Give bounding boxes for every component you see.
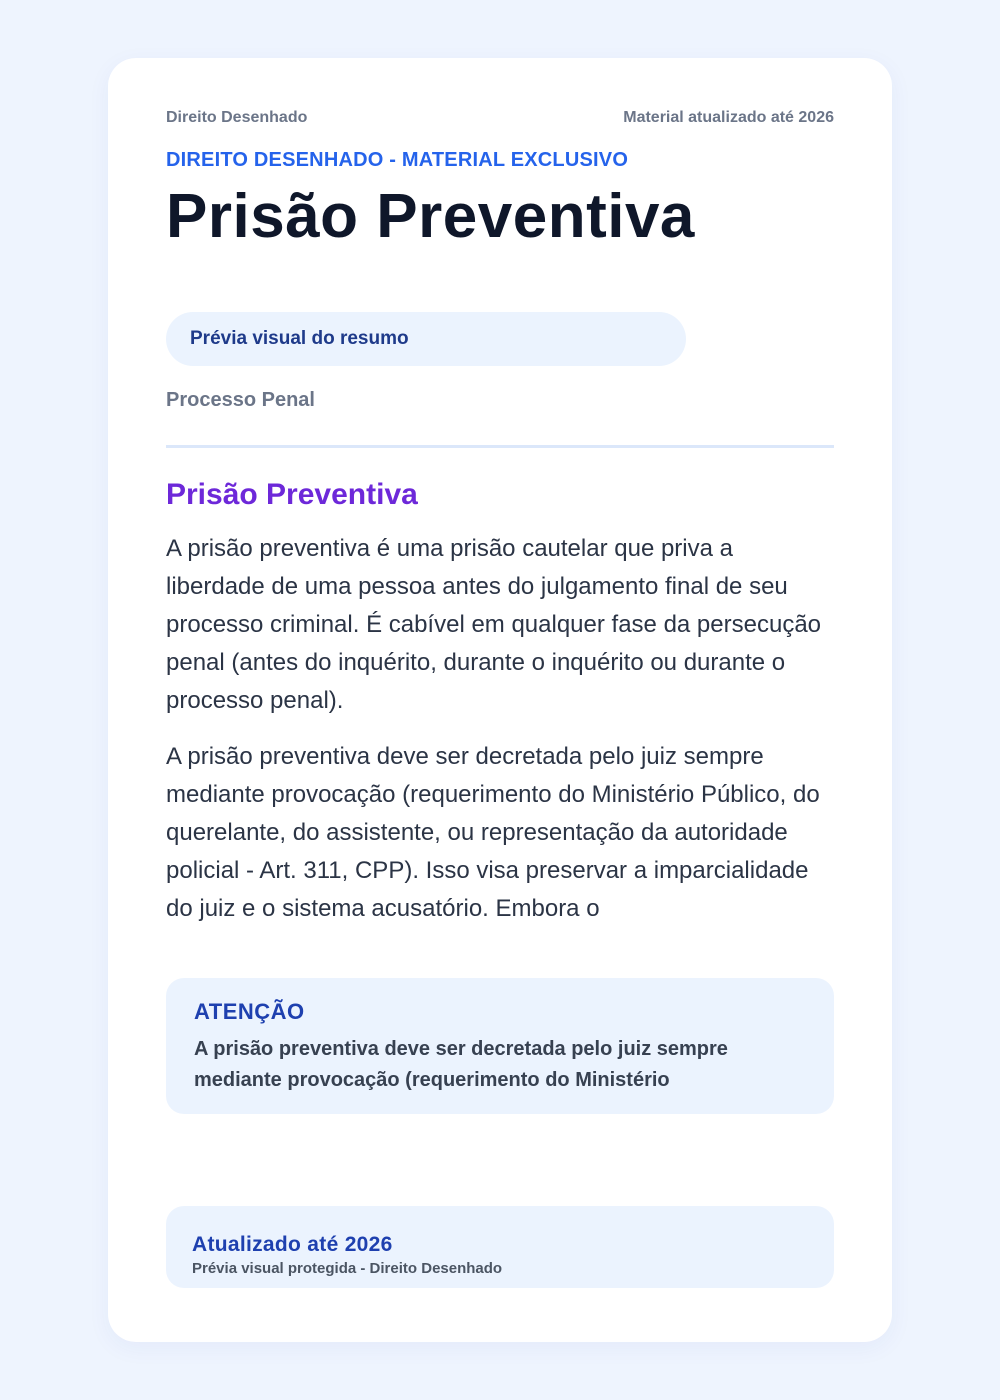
paragraph: A prisão preventiva é uma prisão cautelar que priva a liberdade de uma pessoa antes do julgamento final de seu processo criminal. É cabível em qualquer fase da persecução penal (antes do inquérito, durante o inquérito ou durante o processo penal). [166, 535, 822, 714]
document-card [108, 58, 892, 1342]
subject-label: Processo Penal [166, 389, 315, 411]
footer-subtitle: Prévia visual protegida - Direito Desenhado [192, 1260, 503, 1277]
brand-name: Direito Desenhado [166, 109, 308, 126]
document-header [166, 109, 834, 129]
attention-callout [166, 978, 834, 1114]
page-title: Prisão Preventiva [166, 182, 695, 251]
update-notice: Material atualizado até 2026 [623, 109, 834, 126]
document-content [166, 58, 834, 1342]
eyebrow-label: DIREITO DESENHADO - MATERIAL EXCLUSIVO [166, 149, 629, 171]
footer-title: Atualizado até 2026 [192, 1233, 393, 1256]
section-body [166, 530, 836, 926]
footer-box [166, 1206, 834, 1288]
preview-badge: Prévia visual do resumo [166, 312, 686, 366]
callout-title: ATENÇÃO [194, 999, 305, 1024]
section-title: Prisão Preventiva [166, 478, 418, 511]
callout-text: A prisão preventiva deve ser decretada pelo juiz sempre mediante provocação (requerimento do Ministério [194, 1038, 728, 1091]
paragraph: A prisão preventiva deve ser decretada pelo juiz sempre mediante provocação (requerimento do Ministério Público, do querelante, do assistente, ou representação da autoridade policial - Art. 311, CPP). Isso visa preservar a imparcialidade do juiz e o sistema acusatório. Embora o [166, 743, 820, 922]
section-divider [166, 445, 834, 448]
